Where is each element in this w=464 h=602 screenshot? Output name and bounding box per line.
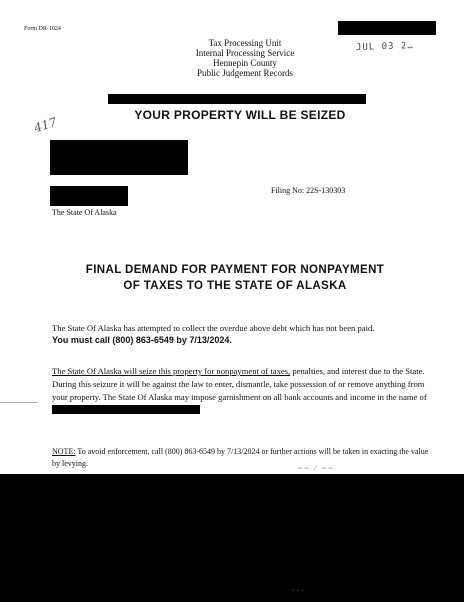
agency-header	[150, 38, 340, 78]
enforcement-note	[52, 446, 432, 470]
header-line: Hennepin County	[213, 58, 277, 68]
header-line: Tax Processing Unit	[208, 38, 282, 48]
collection-paragraph: The State Of Alaska has attempted to collect the overdue above debt which has not been paid.	[52, 323, 375, 333]
redaction-recipient-name	[50, 186, 128, 206]
recipient-state: The State Of Alaska	[52, 208, 117, 217]
form-number: Form DR-1024	[24, 26, 61, 32]
header-line: Internal Processing Service	[195, 48, 295, 58]
note-label: NOTE:	[52, 447, 76, 456]
seizure-underlined-text: The State Of Alaska will seize this property for nonpayment of taxes,	[52, 366, 291, 376]
redaction-top-right	[338, 21, 436, 35]
redaction-account-name	[52, 405, 200, 414]
final-demand-line-2: OF TAXES TO THE STATE OF ALASKA	[123, 280, 347, 292]
handwritten-note: 417	[32, 114, 59, 136]
received-date-stamp: JUL 03 2…	[355, 40, 414, 54]
bottom-artifact: ˙ ˙ ˙	[292, 588, 304, 597]
seizure-paragraph	[52, 365, 434, 417]
margin-mark	[0, 402, 38, 403]
seized-heading: YOUR PROPERTY WILL BE SEIZED	[134, 108, 346, 122]
redaction-bottom-block	[0, 474, 464, 602]
header-line: Public Judgement Records	[197, 68, 293, 78]
redaction-address-block	[50, 140, 188, 175]
final-demand-line-1: FINAL DEMAND FOR PAYMENT FOR NONPAYMENT	[85, 264, 385, 276]
final-demand-title	[40, 262, 430, 294]
seizure-text: penalties, and interest due to the State. During this seizure it will be against the law to enter, dismantle, take possession of or remove anything from your property. The State Of Alaska may impose garnishment on all bank accounts and income in the name of	[52, 366, 427, 402]
redaction-name-line	[108, 94, 366, 104]
signature-scribble: ~~ ⁄ ~~	[298, 464, 335, 473]
filing-number: Filing No: 22S-130303	[271, 186, 346, 195]
call-deadline: You must call (800) 863-6549 by 7/13/2024.	[52, 335, 232, 345]
note-text: To avoid enforcement, call (800) 863-6549 by 7/13/2024 or further actions will be taken in exacting the value by levying.	[52, 447, 429, 468]
